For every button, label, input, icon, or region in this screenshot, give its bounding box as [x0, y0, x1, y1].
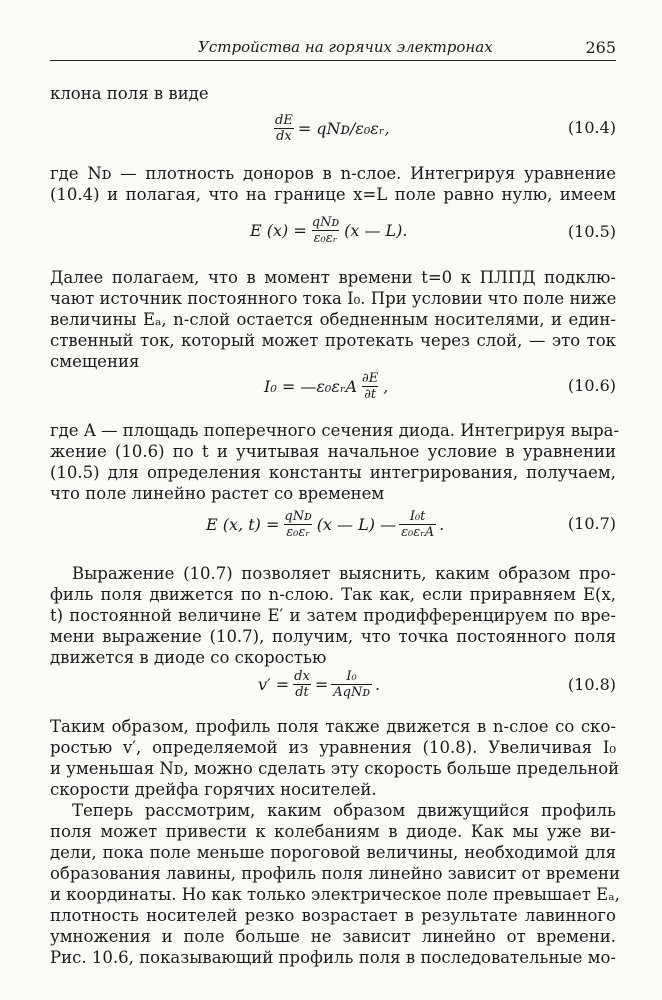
text-line: Выражение (10.7) позволяет выяснить, каким образом про-	[72, 564, 616, 583]
equation-10-7: E (x, t) = $\frac{\text{qNᴅ}}{\text{ε₀εᵣ}}$ (x — L) — $\frac{\text{I₀t}}{\text{ε₀εᵣA}}$ .	[206, 508, 445, 540]
fraction: $\frac{\text{I₀}}{\text{AqNᴅ}}$	[333, 668, 370, 700]
text-line: чают источник постоянного тока I₀. При условии что поле ниже	[50, 289, 617, 308]
fraction: $\frac{dE}{dx}$	[275, 112, 293, 144]
text-line: Таким образом, профиль поля также движется в n-слое со ско-	[50, 717, 616, 736]
page-number: 265	[585, 38, 616, 57]
equation-10-5: E (x) = $\frac{\text{qNᴅ}}{\text{ε₀εᵣ}}$ (x — L).	[250, 214, 408, 246]
equation-10-4: $\frac{dE}{dx}$ = qNᴅ/ε₀εᵣ,	[275, 112, 390, 144]
text-line: t) постоянной величине E′ и затем продифференцируем по вре-	[50, 606, 616, 625]
text-line: мени выражение (10.7), получим, что точка постоянного поля	[50, 627, 616, 646]
text-line: и уменьшая Nᴅ, можно сделать эту скорость больше предельной	[50, 759, 620, 778]
text-line: движется в диоде со скоростью	[50, 648, 327, 667]
fraction: $\frac{\partial E}{\partial t}$	[362, 370, 379, 402]
equation-number: (10.6)	[567, 376, 616, 395]
text-line: Рис. 10.6, показывающий профиль поля в последовательные мо-	[50, 948, 616, 967]
text-line: жение (10.6) по t и учитывая начальное условие в уравнении	[50, 442, 616, 461]
text-line: где Nᴅ — плотность доноров в n-слое. Интегрируя уравнение	[50, 164, 616, 183]
text-line: Далее полагаем, что в момент времени t=0 к ПЛПД подклю-	[50, 268, 616, 287]
text-line: величины Eₐ, n-слой остается обедненным носителями, и един-	[50, 310, 616, 329]
equation-10-8: v′ = $\frac{dx}{dt}$ = $\frac{\text{I₀}}{\text{AqNᴅ}}$ .	[258, 668, 381, 700]
equation-number: (10.5)	[567, 222, 616, 241]
text-line: где A — площадь поперечного сечения диода. Интегрируя выра-	[50, 421, 620, 440]
text-line: Теперь рассмотрим, каким образом движущийся профиль	[72, 801, 616, 820]
text-line: образования лавины, профиль поля линейно зависит от времени	[50, 864, 621, 883]
text-line: дели, пока поле меньше пороговой величины, необходимой для	[50, 843, 616, 862]
running-title: Устройства на горячих электронах	[198, 38, 493, 56]
equation-number: (10.4)	[567, 118, 616, 137]
text-line: филь поля движется по n-слою. Так как, если приравняем E(x,	[50, 585, 616, 604]
text-line: ростью v′, определяемой из уравнения (10.8). Увеличивая I₀	[50, 738, 616, 757]
text-line: умножения и поле больше не зависит линейно от времени.	[50, 927, 616, 946]
equation-number: (10.8)	[567, 675, 616, 694]
text-line: плотность носителей резко возрастает в результате лавинного	[50, 906, 616, 925]
text-line: (10.4) и полагая, что на границе x=L поле равно нулю, имеем	[50, 185, 616, 204]
text-line: и координаты. Но как только электрическое поле превышает Eₐ,	[50, 885, 620, 904]
fraction: $\frac{\text{I₀t}}{\text{ε₀εᵣA}}$	[401, 508, 435, 540]
fraction: $\frac{\text{qNᴅ}}{\text{ε₀εᵣ}}$	[311, 214, 340, 246]
equation-10-6: I₀ = —ε₀εᵣA $\frac{\partial E}{\partial t}$ ,	[264, 370, 389, 402]
text-line: (10.5) для определения константы интегрирования, получаем,	[50, 463, 616, 482]
fraction: $\frac{dx}{dt}$	[294, 668, 310, 700]
equation-number: (10.7)	[567, 514, 616, 533]
text-line: что поле линейно растет со временем	[50, 484, 385, 503]
text-line: клона поля в виде	[50, 84, 209, 103]
text-line: смещения	[50, 352, 140, 371]
text-line: ственный ток, который может протекать через слой, — это ток	[50, 331, 616, 350]
text-line: поля может привести к колебаниям в диоде. Как мы уже ви-	[50, 822, 616, 841]
fraction: $\frac{\text{qNᴅ}}{\text{ε₀εᵣ}}$	[284, 508, 312, 540]
page-header	[50, 36, 616, 61]
text-line: скорости дрейфа горячих носителей.	[50, 780, 377, 799]
